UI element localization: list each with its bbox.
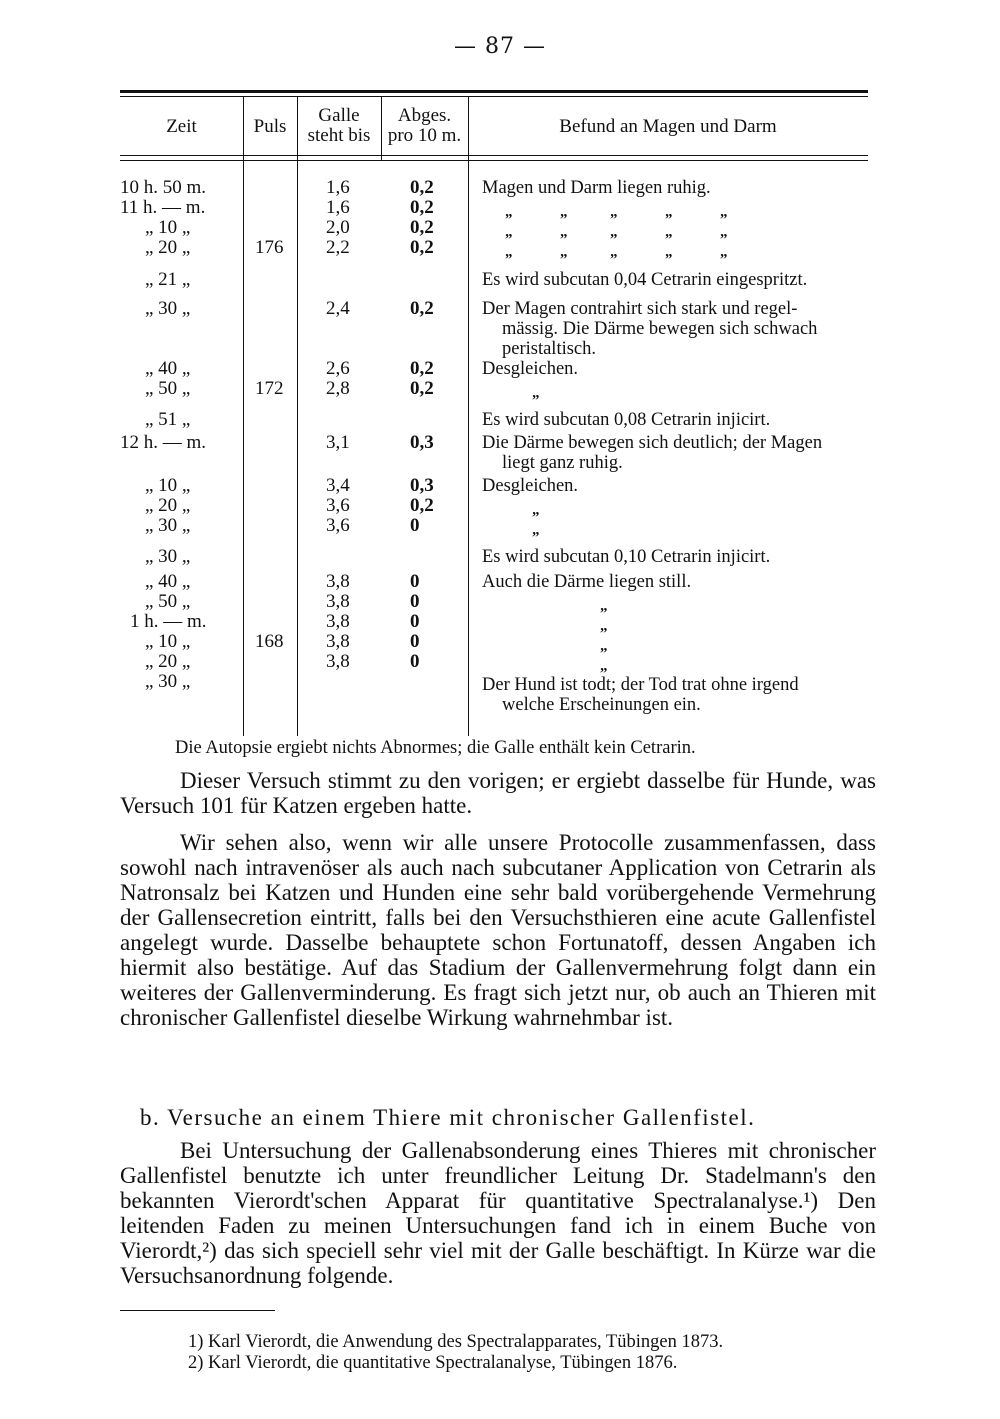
time-cell: „ 30 „	[145, 546, 191, 567]
page-number: — 87 —	[454, 34, 546, 59]
puls-cell: 172	[255, 378, 284, 399]
galle-cell: 3,8	[326, 611, 350, 632]
time-cell: 1 h. — m.	[130, 611, 207, 632]
time-cell: „ 40 „	[145, 571, 191, 592]
footnote: 1) Karl Vierordt, die Anwendung des Spectralapparates, Tübingen 1873.	[188, 1332, 724, 1352]
puls-cell: 168	[255, 631, 284, 652]
finding-text: Es wird subcutan 0,04 Cetrarin eingespritzt.	[482, 270, 808, 290]
table-header-rule	[120, 155, 868, 156]
finding-text: Es wird subcutan 0,08 Cetrarin injicirt.	[482, 410, 771, 430]
galle-cell: 3,6	[326, 515, 350, 536]
ditto-mark: „	[720, 204, 728, 220]
time-cell: 12 h. — m.	[120, 432, 207, 453]
time-cell: „ 20 „	[145, 651, 191, 672]
abges-cell: 0,2	[410, 378, 434, 399]
finding-block	[482, 675, 882, 715]
time-cell: „ 30 „	[145, 671, 191, 692]
finding-text: Desgleichen.	[482, 476, 579, 496]
finding-line: mässig. Die Därme bewegen sich schwach	[502, 319, 818, 339]
finding-line: peristaltisch.	[502, 339, 597, 359]
ditto-mark: „	[665, 244, 673, 260]
abges-cell: 0	[410, 631, 420, 652]
galle-cell: 2,6	[326, 358, 350, 379]
header-abges-line2: pro 10 m.	[387, 125, 462, 146]
ditto-mark: „	[505, 224, 513, 240]
abges-cell: 0,2	[410, 197, 434, 218]
abges-cell: 0	[410, 611, 420, 632]
column-divider	[297, 96, 298, 736]
time-cell: „ 30 „	[145, 298, 191, 319]
ditto-mark: „	[610, 244, 618, 260]
galle-cell: 3,8	[326, 571, 350, 592]
time-cell: „ 10 „	[145, 475, 191, 496]
abges-cell: 0,2	[410, 298, 434, 319]
ditto-mark: „	[560, 224, 568, 240]
ditto-mark: „	[532, 502, 540, 518]
time-cell: 10 h. 50 m.	[120, 177, 207, 198]
galle-cell: 2,0	[326, 217, 350, 238]
galle-cell: 3,8	[326, 651, 350, 672]
abges-cell: 0,2	[410, 217, 434, 238]
ditto-mark: „	[505, 204, 513, 220]
time-cell: „ 20 „	[145, 237, 191, 258]
abges-cell: 0,3	[410, 432, 434, 453]
autopsy-note: Die Autopsie ergiebt nichts Abnormes; die Galle enthält kein Cetrarin.	[175, 738, 696, 758]
section-title: b. Versuche an einem Thiere mit chronischer Gallenfistel.	[140, 1105, 756, 1130]
ditto-mark: „	[505, 244, 513, 260]
ditto-mark: „	[720, 224, 728, 240]
header-galle-line1: Galle	[318, 105, 360, 126]
finding-line: liegt ganz ruhig.	[502, 453, 623, 473]
galle-cell: 3,4	[326, 475, 350, 496]
time-cell: „ 10 „	[145, 631, 191, 652]
paragraph-block	[120, 768, 876, 818]
paragraph-block	[120, 1138, 876, 1288]
ditto-mark: „	[665, 224, 673, 240]
header-abges-line1: Abges.	[397, 105, 452, 126]
abges-cell: 0,2	[410, 177, 434, 198]
ditto-mark: „	[665, 204, 673, 220]
abges-cell: 0	[410, 571, 420, 592]
ditto-mark: „	[600, 638, 608, 654]
ditto-mark: „	[600, 658, 608, 674]
ditto-mark: „	[560, 244, 568, 260]
galle-cell: 1,6	[326, 177, 350, 198]
finding-text: Auch die Därme liegen still.	[482, 572, 692, 592]
finding-text: Desgleichen.	[482, 359, 579, 379]
finding-line: welche Erscheinungen ein.	[502, 695, 701, 715]
time-cell: „ 21 „	[145, 269, 191, 290]
time-cell: „ 51 „	[145, 409, 191, 430]
abges-cell: 0,2	[410, 495, 434, 516]
header-galle-line2: steht bis	[307, 125, 371, 146]
ditto-mark: „	[610, 224, 618, 240]
time-cell: 11 h. — m.	[120, 197, 206, 218]
abges-cell: 0,2	[410, 237, 434, 258]
abges-cell: 0	[410, 515, 420, 536]
puls-cell: 176	[255, 237, 284, 258]
time-cell: „ 50 „	[145, 591, 191, 612]
finding-block	[482, 299, 882, 359]
time-cell: „ 30 „	[145, 515, 191, 536]
galle-cell: 2,4	[326, 298, 350, 319]
galle-cell: 1,6	[326, 197, 350, 218]
finding-text: Es wird subcutan 0,10 Cetrarin injicirt.	[482, 547, 771, 567]
ditto-mark: „	[610, 204, 618, 220]
finding-text: Magen und Darm liegen ruhig.	[482, 178, 711, 198]
time-cell: „ 50 „	[145, 378, 191, 399]
table-top-rule	[120, 90, 868, 93]
ditto-mark: „	[720, 244, 728, 260]
finding-line: Der Hund ist todt; der Tod trat ohne irgend	[482, 675, 799, 695]
footnote: 2) Karl Vierordt, die quantitative Spectralanalyse, Tübingen 1876.	[188, 1353, 678, 1373]
paragraph-block	[120, 830, 876, 1030]
finding-line: Der Magen contrahirt sich stark und regel-	[482, 299, 798, 319]
ditto-mark: „	[600, 598, 608, 614]
paragraph: Wir sehen also, wenn wir alle unsere Protocolle zusammenfassen, dass sowohl nach intravenöser als auch nach subcutaner Application von Cetrarin als Natronsalz bei Katzen und Hunden eine sehr bald vorübergehende Vermehrung der Gallensecretion eintritt, falls bei den Versuchsthieren eine acute Gallenfistel angelegt wurde. Dasselbe behauptete schon Fortunatoff, dessen Angaben ich hiermit also bestätige. Auf das Stadium der Gallenvermehrung folgt dann ein weiteres der Gallenverminderung. Es fragt sich jetzt nur, ob auch an Thieren mit chronischer Gallenfistel dieselbe Wirkung wahrnehmbar ist.	[120, 830, 876, 1030]
finding-block	[482, 433, 882, 473]
galle-cell: 2,8	[326, 378, 350, 399]
time-cell: „ 40 „	[145, 358, 191, 379]
time-cell: „ 10 „	[145, 217, 191, 238]
time-cell: „ 20 „	[145, 495, 191, 516]
ditto-mark: „	[600, 618, 608, 634]
table-header-rule-thin	[120, 160, 868, 161]
ditto-mark: „	[532, 522, 540, 538]
abges-cell: 0,3	[410, 475, 434, 496]
galle-cell: 2,2	[326, 237, 350, 258]
abges-cell: 0,2	[410, 358, 434, 379]
galle-cell: 3,6	[326, 495, 350, 516]
abges-cell: 0	[410, 591, 420, 612]
footnote-rule	[120, 1310, 275, 1311]
galle-cell: 3,8	[326, 591, 350, 612]
abges-cell: 0	[410, 651, 420, 672]
column-divider	[468, 96, 469, 736]
paragraph: Bei Untersuchung der Gallenabsonderung eines Thieres mit chronischer Gallenfistel benutzte ich unter freundlicher Leitung Dr. Stadelmann's den bekannten Vierordt'schen Apparat für quantitative Spectralanalyse.¹) Den leitenden Faden zu meinen Untersuchungen fand ich in einem Buche von Vierordt,²) das sich speciell sehr viel mit der Galle beschäftigt. In Kürze war die Versuchsanordnung folgende.	[120, 1138, 876, 1288]
header-zeit: Zeit	[166, 116, 197, 137]
finding-line: Die Därme bewegen sich deutlich; der Magen	[482, 433, 823, 453]
galle-cell: 3,8	[326, 631, 350, 652]
table-top-rule-thin	[120, 96, 868, 97]
ditto-mark: „	[532, 385, 540, 401]
header-puls: Puls	[253, 116, 287, 137]
galle-cell: 3,1	[326, 432, 350, 453]
paragraph: Dieser Versuch stimmt zu den vorigen; er ergiebt dasselbe für Hunde, was Versuch 101 für Katzen ergeben hatte.	[120, 768, 876, 818]
ditto-mark: „	[560, 204, 568, 220]
column-divider	[243, 96, 244, 736]
header-befund: Befund an Magen und Darm	[559, 116, 777, 137]
